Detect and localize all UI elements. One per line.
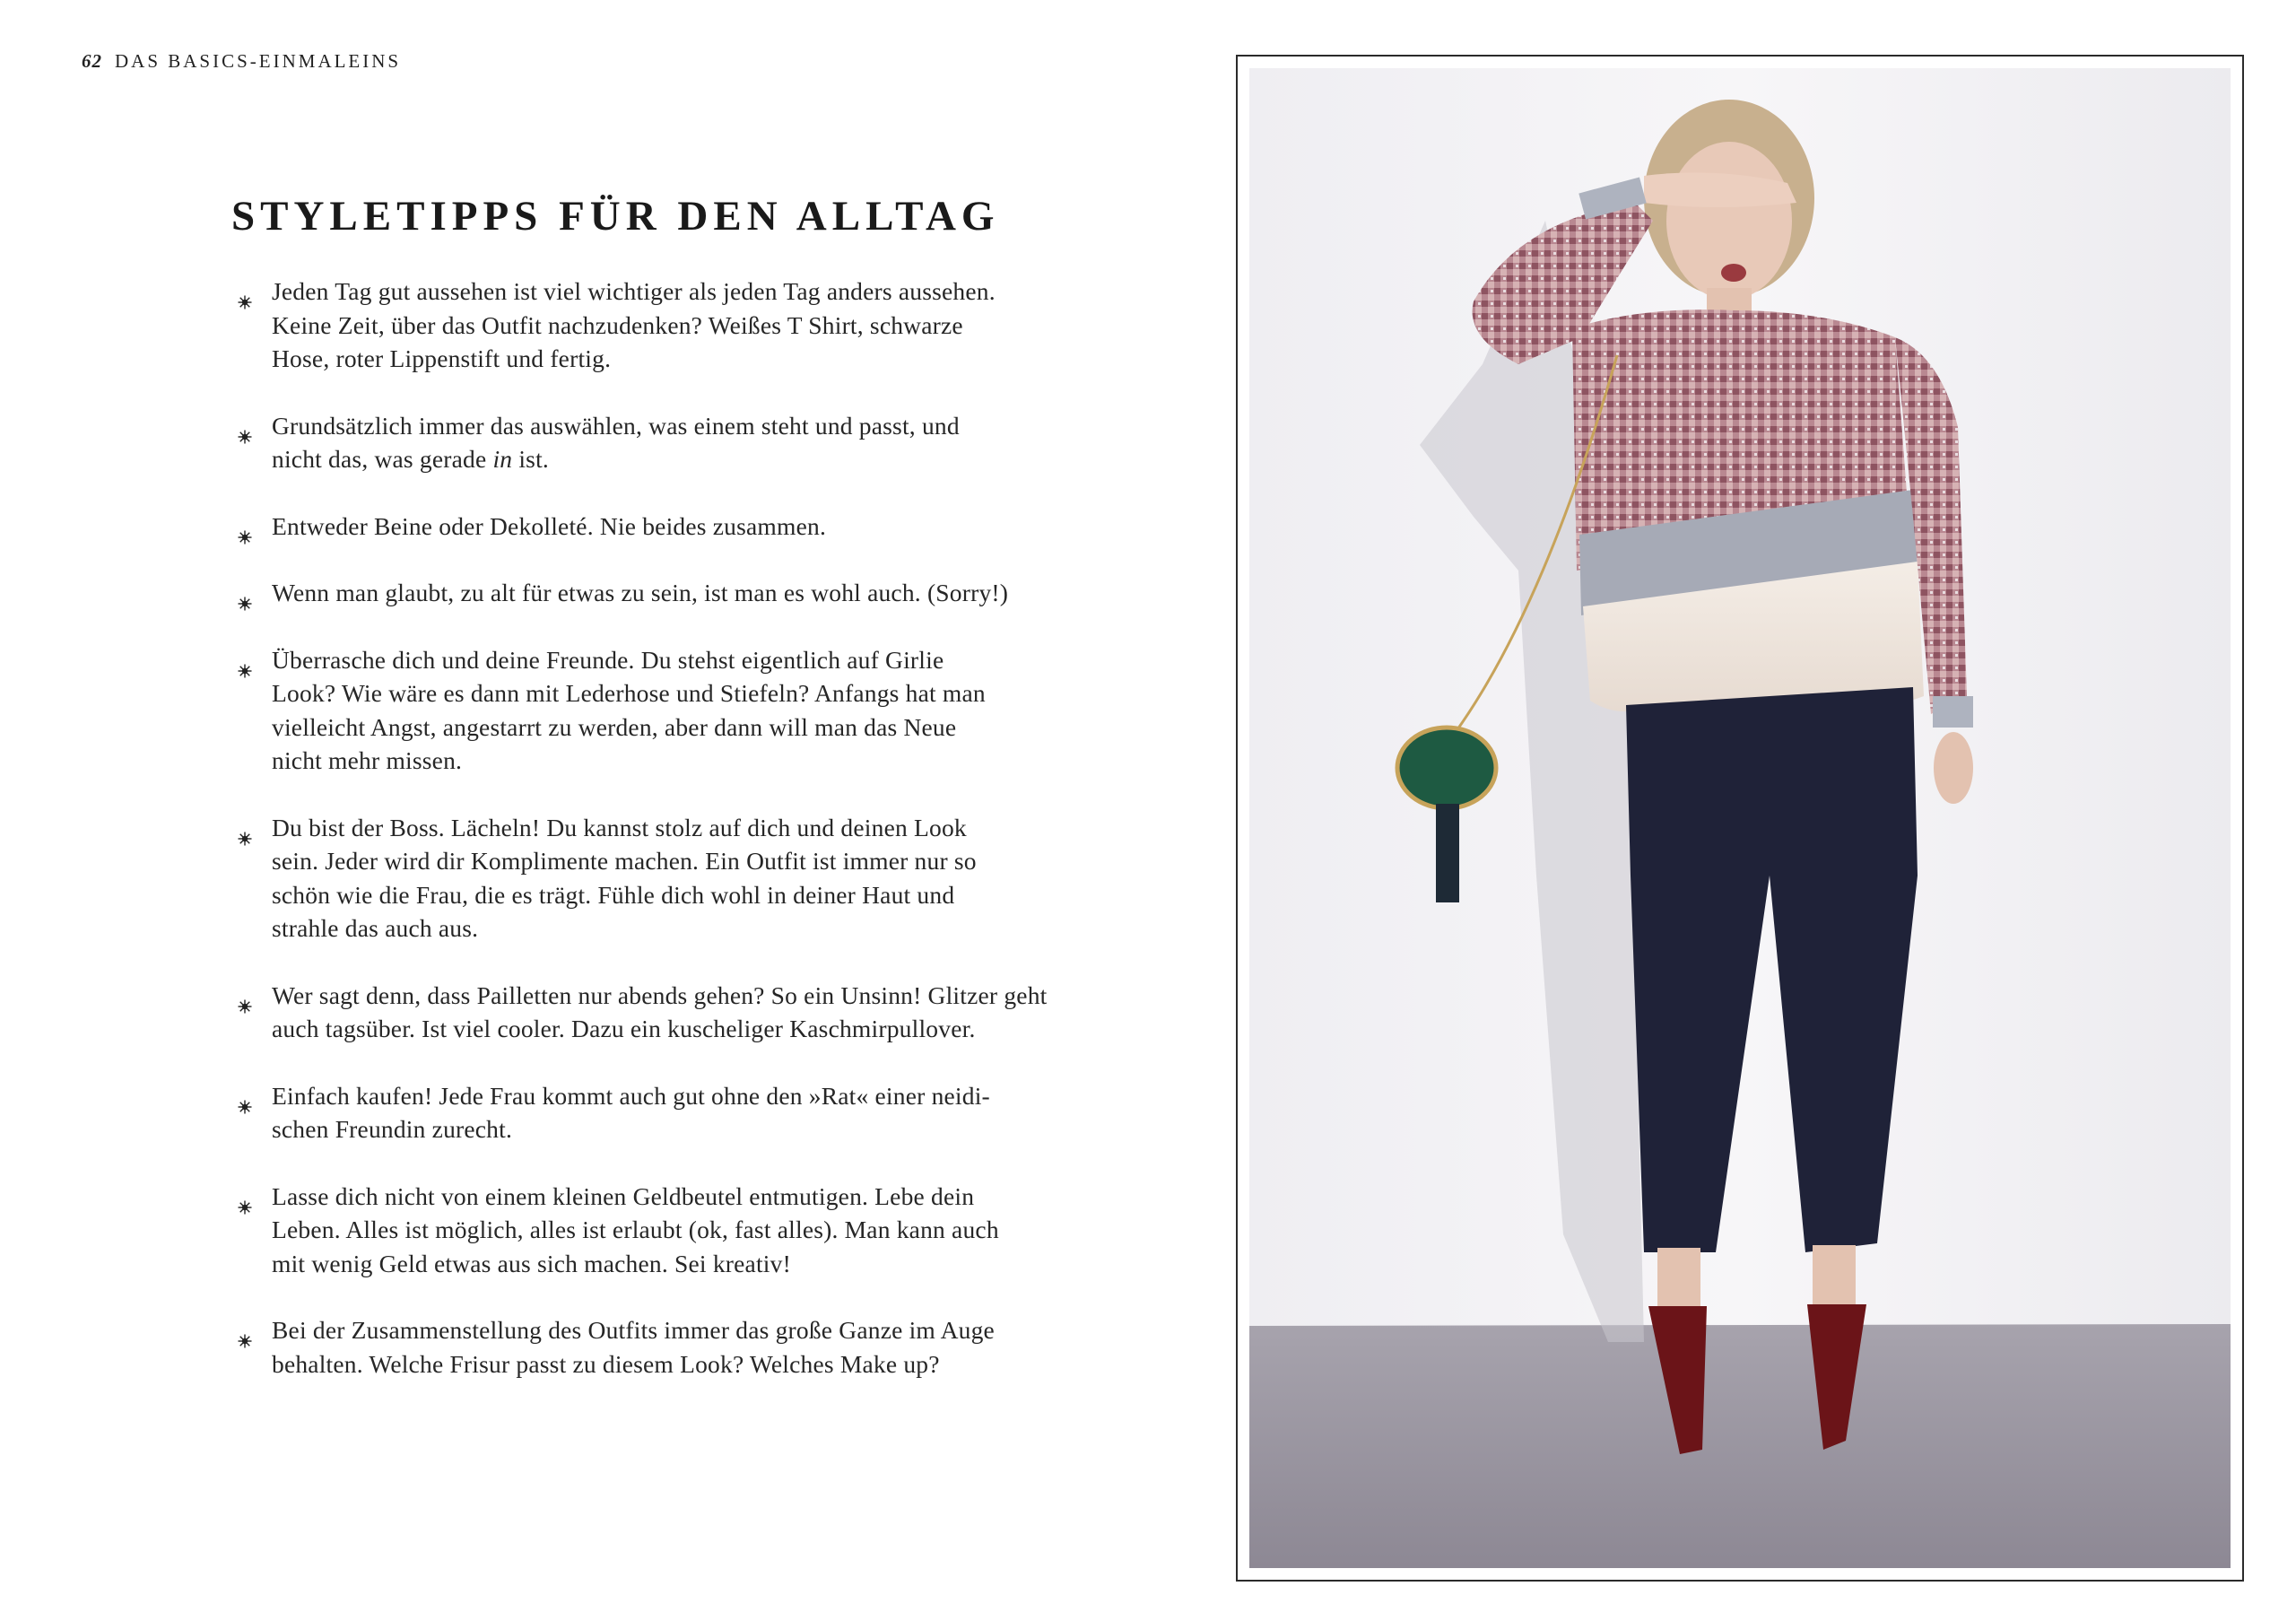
- style-tip: [238, 811, 1081, 946]
- style-tip: [238, 510, 1081, 544]
- style-tip-line: schön wie die Frau, die es trägt. Fühle dich wohl in deiner Haut und: [272, 880, 955, 909]
- style-tip: [238, 643, 1081, 778]
- style-tip: [238, 409, 1081, 476]
- style-tip-line: auch tagsüber. Ist viel cooler. Dazu ein kuscheliger Kaschmirpullover.: [272, 1015, 976, 1042]
- style-tip-text: [272, 811, 1081, 946]
- style-tip-line: Jeden Tag gut aussehen ist viel wichtiger als jeden Tag anders aussehen.: [272, 277, 996, 305]
- fashion-photo: [1249, 68, 2231, 1568]
- style-tip: [238, 275, 1081, 376]
- page-number: 62: [82, 50, 102, 72]
- style-tip-line: Look? Wie wäre es dann mit Lederhose und Stiefeln? Anfangs hat man: [272, 679, 986, 707]
- page-title: STYLETIPPS FÜR DEN ALLTAG: [231, 193, 1000, 240]
- woman-outfit-illustration: [1249, 68, 2231, 1568]
- style-tip-line: Einfach kaufen! Jede Frau kommt auch gut ohne den »Rat« einer neidi-: [272, 1081, 990, 1110]
- style-tip-line: Lasse dich nicht von einem kleinen Geldbeutel entmutigen. Lebe dein: [272, 1181, 975, 1210]
- style-tip: [238, 1180, 1081, 1281]
- style-tip-line: Grundsätzlich immer das auswählen, was einem steht und passt, und: [272, 411, 960, 440]
- style-tip-text: [272, 1313, 1081, 1381]
- style-tip: [238, 979, 1081, 1046]
- style-tip-line: Wer sagt denn, dass Pailletten nur abends gehen? So ein Unsinn! Glitzer geht: [272, 980, 1048, 1009]
- style-tips-list: [238, 275, 1081, 1414]
- style-tip-line: Überrasche dich und deine Freunde. Du stehst eigentlich auf Girlie: [272, 645, 944, 674]
- section-title: DAS BASICS-EINMALEINS: [115, 50, 402, 72]
- style-tip-line: Keine Zeit, über das Outfit nachzudenken? Weißes T Shirt, schwarze: [272, 310, 963, 339]
- style-tip: [238, 1313, 1081, 1381]
- style-tip-line: schen Freundin zurecht.: [272, 1115, 513, 1143]
- photo-frame: [1236, 55, 2244, 1582]
- style-tip-line: Bei der Zusammenstellung des Outfits immer das große Ganze im Auge: [272, 1316, 995, 1344]
- style-tip-text: [272, 979, 1081, 1046]
- style-tip-line: sein. Jeder wird dir Komplimente machen. Ein Outfit ist immer nur so: [272, 847, 977, 875]
- style-tip-line: nicht mehr missen.: [272, 746, 463, 774]
- style-tip-line: Leben. Alles ist möglich, alles ist erlaubt (ok, fast alles). Man kann auch: [272, 1216, 999, 1243]
- style-tip-line: strahle das auch aus.: [272, 914, 479, 942]
- asterisk-bullet-icon: [238, 1089, 252, 1103]
- style-tip: [238, 1079, 1081, 1146]
- style-tip-text: [272, 409, 1081, 476]
- style-tip-text: [272, 643, 1081, 778]
- asterisk-bullet-icon: [238, 519, 252, 534]
- asterisk-bullet-icon: [238, 419, 252, 433]
- style-tip-text: [272, 510, 1081, 544]
- style-tip-text: [272, 1180, 1081, 1281]
- asterisk-bullet-icon: [238, 1190, 252, 1204]
- style-tip-line: behalten. Welche Frisur passt zu diesem Look? Welches Make up?: [272, 1349, 940, 1378]
- style-tip-text: [272, 1079, 1081, 1146]
- style-tip-line: nicht das, was gerade in ist.: [272, 445, 549, 473]
- style-tip-line: Wenn man glaubt, zu alt für etwas zu sein, ist man es wohl auch. (Sorry!): [272, 579, 1009, 606]
- style-tip-text: [272, 576, 1081, 610]
- style-tip-line: Hose, roter Lippenstift und fertig.: [272, 344, 612, 372]
- asterisk-bullet-icon: [238, 653, 252, 667]
- style-tip-line: Entweder Beine oder Dekolleté. Nie beides zusammen.: [272, 511, 827, 540]
- asterisk-bullet-icon: [238, 284, 252, 299]
- asterisk-bullet-icon: [238, 586, 252, 600]
- style-tip-line: mit wenig Geld etwas aus sich machen. Sei kreativ!: [272, 1249, 791, 1277]
- asterisk-bullet-icon: [238, 989, 252, 1003]
- asterisk-bullet-icon: [238, 821, 252, 835]
- running-head: [82, 50, 401, 73]
- asterisk-bullet-icon: [238, 1323, 252, 1338]
- style-tip-text: [272, 275, 1081, 376]
- style-tip-line: vielleicht Angst, angestarrt zu werden, aber dann will man das Neue: [272, 712, 957, 741]
- style-tip: [238, 576, 1081, 610]
- style-tip-line: Du bist der Boss. Lächeln! Du kannst stolz auf dich und deinen Look: [272, 813, 967, 841]
